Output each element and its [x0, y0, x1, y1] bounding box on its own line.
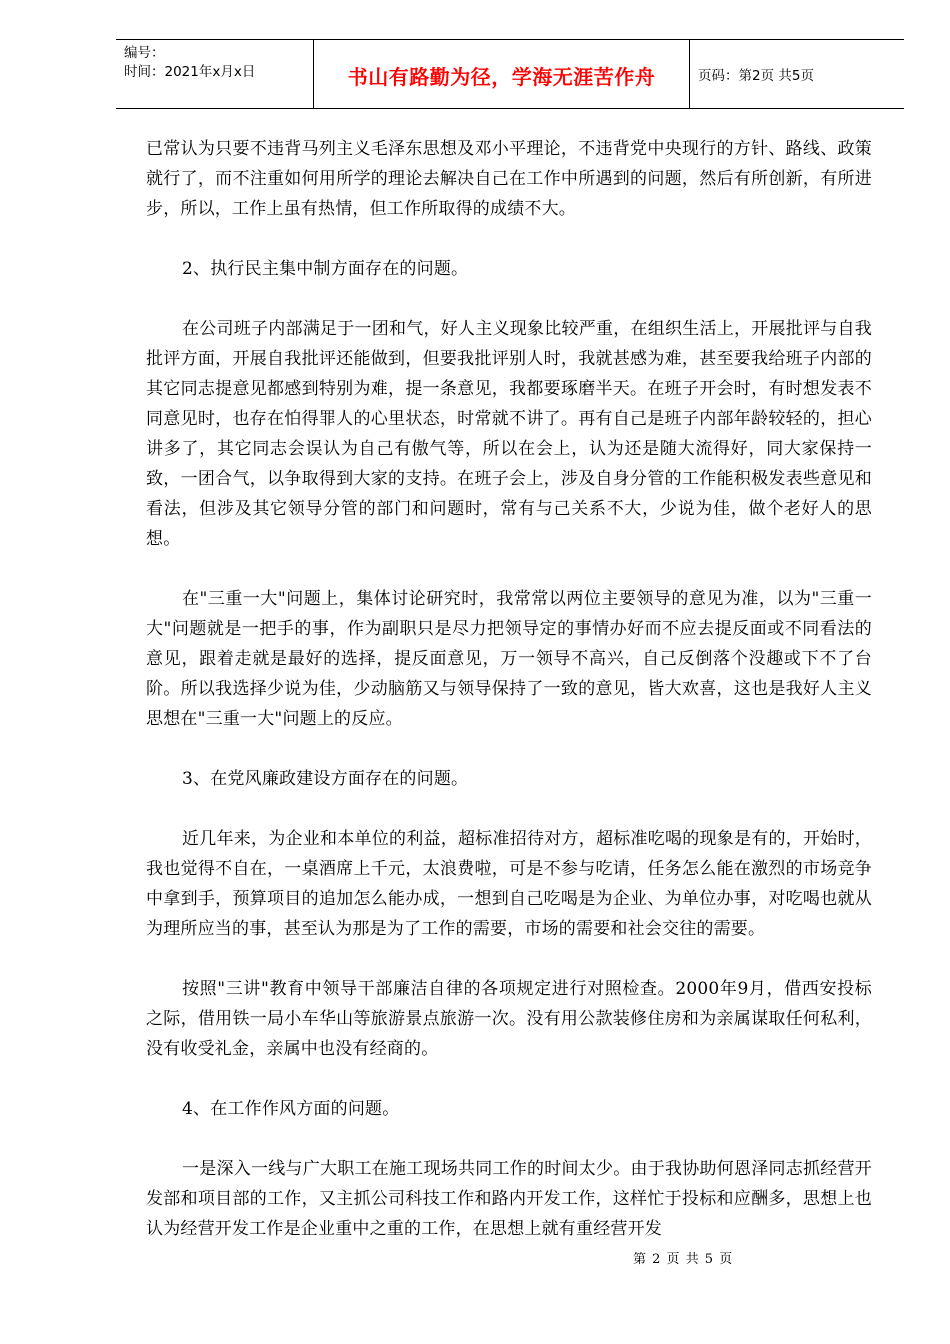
- header-motto: 书山有路勤为径，学海无涯苦作舟: [314, 40, 690, 108]
- section-heading: 3、在党风廉政建设方面存在的问题。: [182, 769, 469, 789]
- serial-number-label: 编号：: [124, 45, 165, 61]
- time-label: 时间：2021年x月x日: [124, 64, 256, 80]
- document-body: [146, 134, 872, 1274]
- body-paragraph: 在公司班子内部满足于一团和气，好人主义现象比较严重，在组织生活上，开展批评与自我批评方面，开展自我批评还能做到，但要我批评别人时，我就甚感为难，甚至要我给班子内部的其它同志提意见都感到特别为难，提一条意见，我都要琢磨半天。在班子开会时，有时想发表不同意见时，也存在怕得罪人的心里状态，时常就不讲了。再有自己是班子内部年龄较轻的，担心讲多了，其它同志会误认为自己有傲气等，所以在会上，认为还是随大流得好，同大家保持一致，一团合气，以争取得到大家的支持。在班子会上，涉及自身分管的工作能积极发表些意见和看法，但涉及其它领导分管的部门和问题时，常有与己关系不大，少说为佳，做个老好人的思想。: [146, 319, 872, 549]
- header-page-label: 页码：第2页 共5页: [698, 68, 814, 84]
- body-paragraph: 已常认为只要不违背马列主义毛泽东思想及邓小平理论，不违背党中央现行的方针、路线、政策就行了，而不注重如何用所学的理论去解决自己在工作中所遇到的问题，然后有所创新，有所进步，所以，工作上虽有热情，但工作所取得的成绩不大。: [146, 139, 872, 219]
- body-paragraph: 近几年来，为企业和本单位的利益，超标准招待对方，超标准吃喝的现象是有的，开始时，我也觉得不自在，一桌酒席上千元，太浪费啦，可是不参与吃请，任务怎么能在激烈的市场竞争中拿到手，预算项目的追加怎么能办成，一想到自己吃喝是为企业、为单位办事，对吃喝也就从为理所应当的事，甚至认为那是为了工作的需要，市场的需要和社会交往的需要。: [146, 829, 872, 939]
- body-paragraph: 在"三重一大"问题上，集体讨论研究时，我常常以两位主要领导的意见为准，以为"三重一大"问题就是一把手的事，作为副职只是尽力把领导定的事情办好而不应去提反面或不同看法的意见，跟着走就是最好的选择，提反面意见，万一领导不高兴，自己反倒落个没趣或下不了台阶。所以我选择少说为佳，少动脑筋又与领导保持了一致的意见，皆大欢喜，这也是我好人主义思想在"三重一大"问题上的反应。: [146, 589, 872, 729]
- section-heading: 4、在工作作风方面的问题。: [182, 1099, 400, 1119]
- footer-page-number: 第 2 页 共 5 页: [633, 1252, 734, 1267]
- body-paragraph: 按照"三讲"教育中领导干部廉洁自律的各项规定进行对照检查。2000年9月，借西安投标之际，借用铁一局小车华山等旅游景点旅游一次。没有用公款装修住房和为亲属谋取任何私利，没有收受礼金，亲属中也没有经商的。: [146, 979, 872, 1059]
- body-paragraph: 一是深入一线与广大职工在施工现场共同工作的时间太少。由于我协助何恩泽同志抓经营开发部和项目部的工作，又主抓公司科技工作和路内开发工作，这样忙于投标和应酬多，思想上也认为经营开发工作是企业重中之重的工作，在思想上就有重经营开发: [146, 1159, 872, 1239]
- section-heading: 2、执行民主集中制方面存在的问题。: [182, 259, 469, 279]
- header-meta-cell: [116, 40, 314, 108]
- document-header: [116, 39, 904, 109]
